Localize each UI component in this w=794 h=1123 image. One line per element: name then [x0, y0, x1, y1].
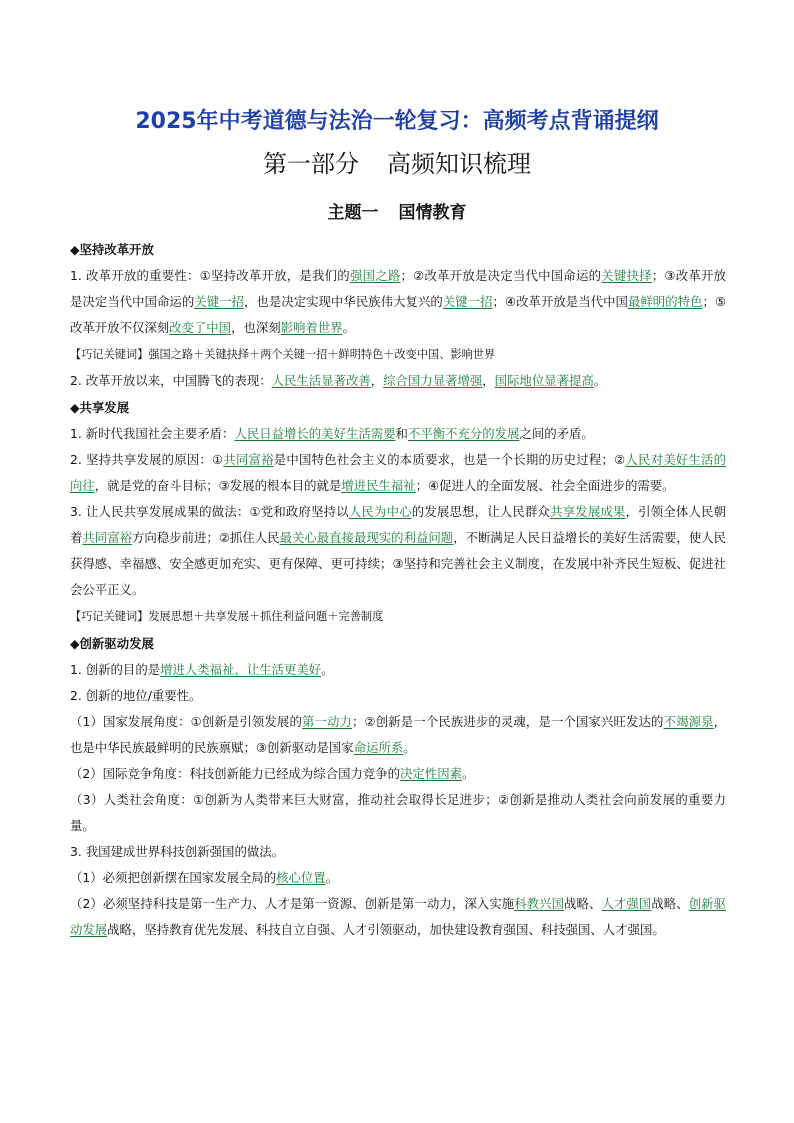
keyword: 人民日益增长的美好生活需要: [234, 426, 396, 441]
paragraph: 3. 我国建成世界科技创新强国的做法。: [70, 844, 285, 859]
section-heading: ◆共享发展: [70, 400, 130, 415]
keyword: 强国之路: [349, 268, 401, 283]
document-title: 2025年中考道德与法治一轮复习：高频考点背诵提纲: [135, 109, 659, 134]
keyword: 最鲜明的特色: [627, 294, 703, 309]
paragraph: 1. 改革开放的重要性：①坚持改革开放，是我们的强国之路；②改革开放是决定当代中国命运的关键抉择；③改革开放是决定当代中国命运的关键一招，也是决定实现中华民族伟大复兴的关键一招；④改革开放是当代中国最鲜明的特色；⑤改革开放不仅深刻改变了中国，也深刻影响着世界。: [70, 268, 727, 335]
theme-name: 国情教育: [398, 203, 467, 223]
keyword: 共享发展成果: [550, 504, 626, 519]
part-title: [0, 144, 794, 179]
memory-tip: 【巧记关键词】强国之路＋关键抉择＋两个关键一招＋鲜明特色＋改变中国、影响世界: [70, 348, 496, 361]
keyword: 决定性因素: [400, 766, 462, 781]
keyword: 命运所系: [353, 740, 404, 755]
keyword: 国际地位显著提高: [494, 373, 594, 388]
paragraph: （1）国家发展角度：①创新是引领发展的第一动力；②创新是一个民族进步的灵魂，是一个国家兴旺发达的不竭源泉，也是中华民族最鲜明的民族禀赋；③创新驱动是国家命运所系。: [70, 714, 727, 755]
keyword: 人才强国: [601, 896, 652, 911]
paragraph: 1. 创新的目的是增进人类福祉，让生活更美好。: [70, 662, 334, 677]
keyword: 科教兴国: [514, 896, 565, 911]
keyword: 人民为中心: [348, 504, 412, 519]
keyword: 核心位置: [276, 870, 326, 885]
keyword: 共同富裕: [223, 452, 274, 467]
paragraph: 2. 坚持共享发展的原因：①共同富裕是中国特色社会主义的本质要求，也是一个长期的历史过程；②人民对美好生活的向往，就是党的奋斗目标；③发展的根本目的就是增进民生福祉；④促进人的全面发展、社会全面进步的需要。: [70, 452, 727, 493]
keyword: 关键抉择: [601, 268, 652, 283]
keyword: 不竭源泉: [663, 714, 714, 729]
keyword: 人民对美好生活的向往: [70, 452, 727, 493]
section-heading: ◆坚持改革开放: [70, 242, 154, 257]
paragraph: 1. 新时代我国社会主要矛盾：人民日益增长的美好生活需要和不平衡不充分的发展之间的矛盾。: [70, 426, 594, 441]
keyword: 增进民生福祉: [341, 478, 416, 493]
paragraph: （1）必须把创新摆在国家发展全局的核心位置。: [70, 870, 339, 885]
keyword: 共同富裕: [82, 530, 133, 545]
theme-number: 主题一: [327, 203, 379, 223]
paragraph: （3）人类社会角度：①创新为人类带来巨大财富，推动社会取得长足进步；②创新是推动人类社会向前发展的重要力量。: [70, 792, 726, 833]
keyword: 关键一招: [442, 294, 493, 309]
part-name: 高频知识梳理: [387, 150, 531, 178]
paragraph: （2）国际竞争角度：科技创新能力已经成为综合国力竞争的决定性因素。: [70, 766, 475, 781]
section-heading: ◆创新驱动发展: [70, 636, 154, 651]
paragraph: 2. 创新的地位/重要性。: [70, 688, 202, 703]
keyword: 综合国力显著增强: [383, 373, 483, 388]
keyword: 增进人类福祉，让生活更美好: [160, 662, 322, 677]
keyword: 改变了中国: [169, 320, 232, 335]
paragraph: 3. 让人民共享发展成果的做法：①党和政府坚持以人民为中心的发展思想，让人民群众共享发展成果，引领全体人民朝着共同富裕方向稳步前进；②抓住人民最关心最直接最现实的利益问题，不断满足人民日益增长的美好生活需要，使人民获得感、幸福感、安全感更加充实、更有保障、更可持续；③坚持和完善社会主义制度，在发展中补齐民生短板、促进社会公平正义。: [70, 504, 727, 597]
keyword: 不平衡不充分的发展: [407, 426, 520, 441]
paragraph: 2. 改革开放以来，中国腾飞的表现：人民生活显著改善，综合国力显著增强，国际地位显著提高。: [70, 373, 607, 388]
theme-title: [0, 198, 794, 223]
part-number: 第一部分: [263, 150, 359, 178]
keyword: 创新驱动发展: [70, 896, 727, 937]
keyword: 最关心最直接最现实的利益问题: [279, 530, 454, 545]
keyword: 人民生活显著改善: [271, 373, 371, 388]
memory-tip: 【巧记关键词】发展思想＋共享发展＋抓住利益问题＋完善制度: [70, 610, 384, 623]
paragraph: （2）必须坚持科技是第一生产力、人才是第一资源、创新是第一动力，深入实施科教兴国战略、人才强国战略、创新驱动发展战略，坚持教育优先发展、科技自立自强、人才引领驱动，加快建设教育强国、科技强国、人才强国。: [70, 896, 727, 937]
keyword: 影响着世界: [280, 320, 343, 335]
keyword: 第一动力: [301, 714, 353, 729]
keyword: 关键一招: [194, 294, 244, 309]
document-body: [70, 236, 726, 943]
